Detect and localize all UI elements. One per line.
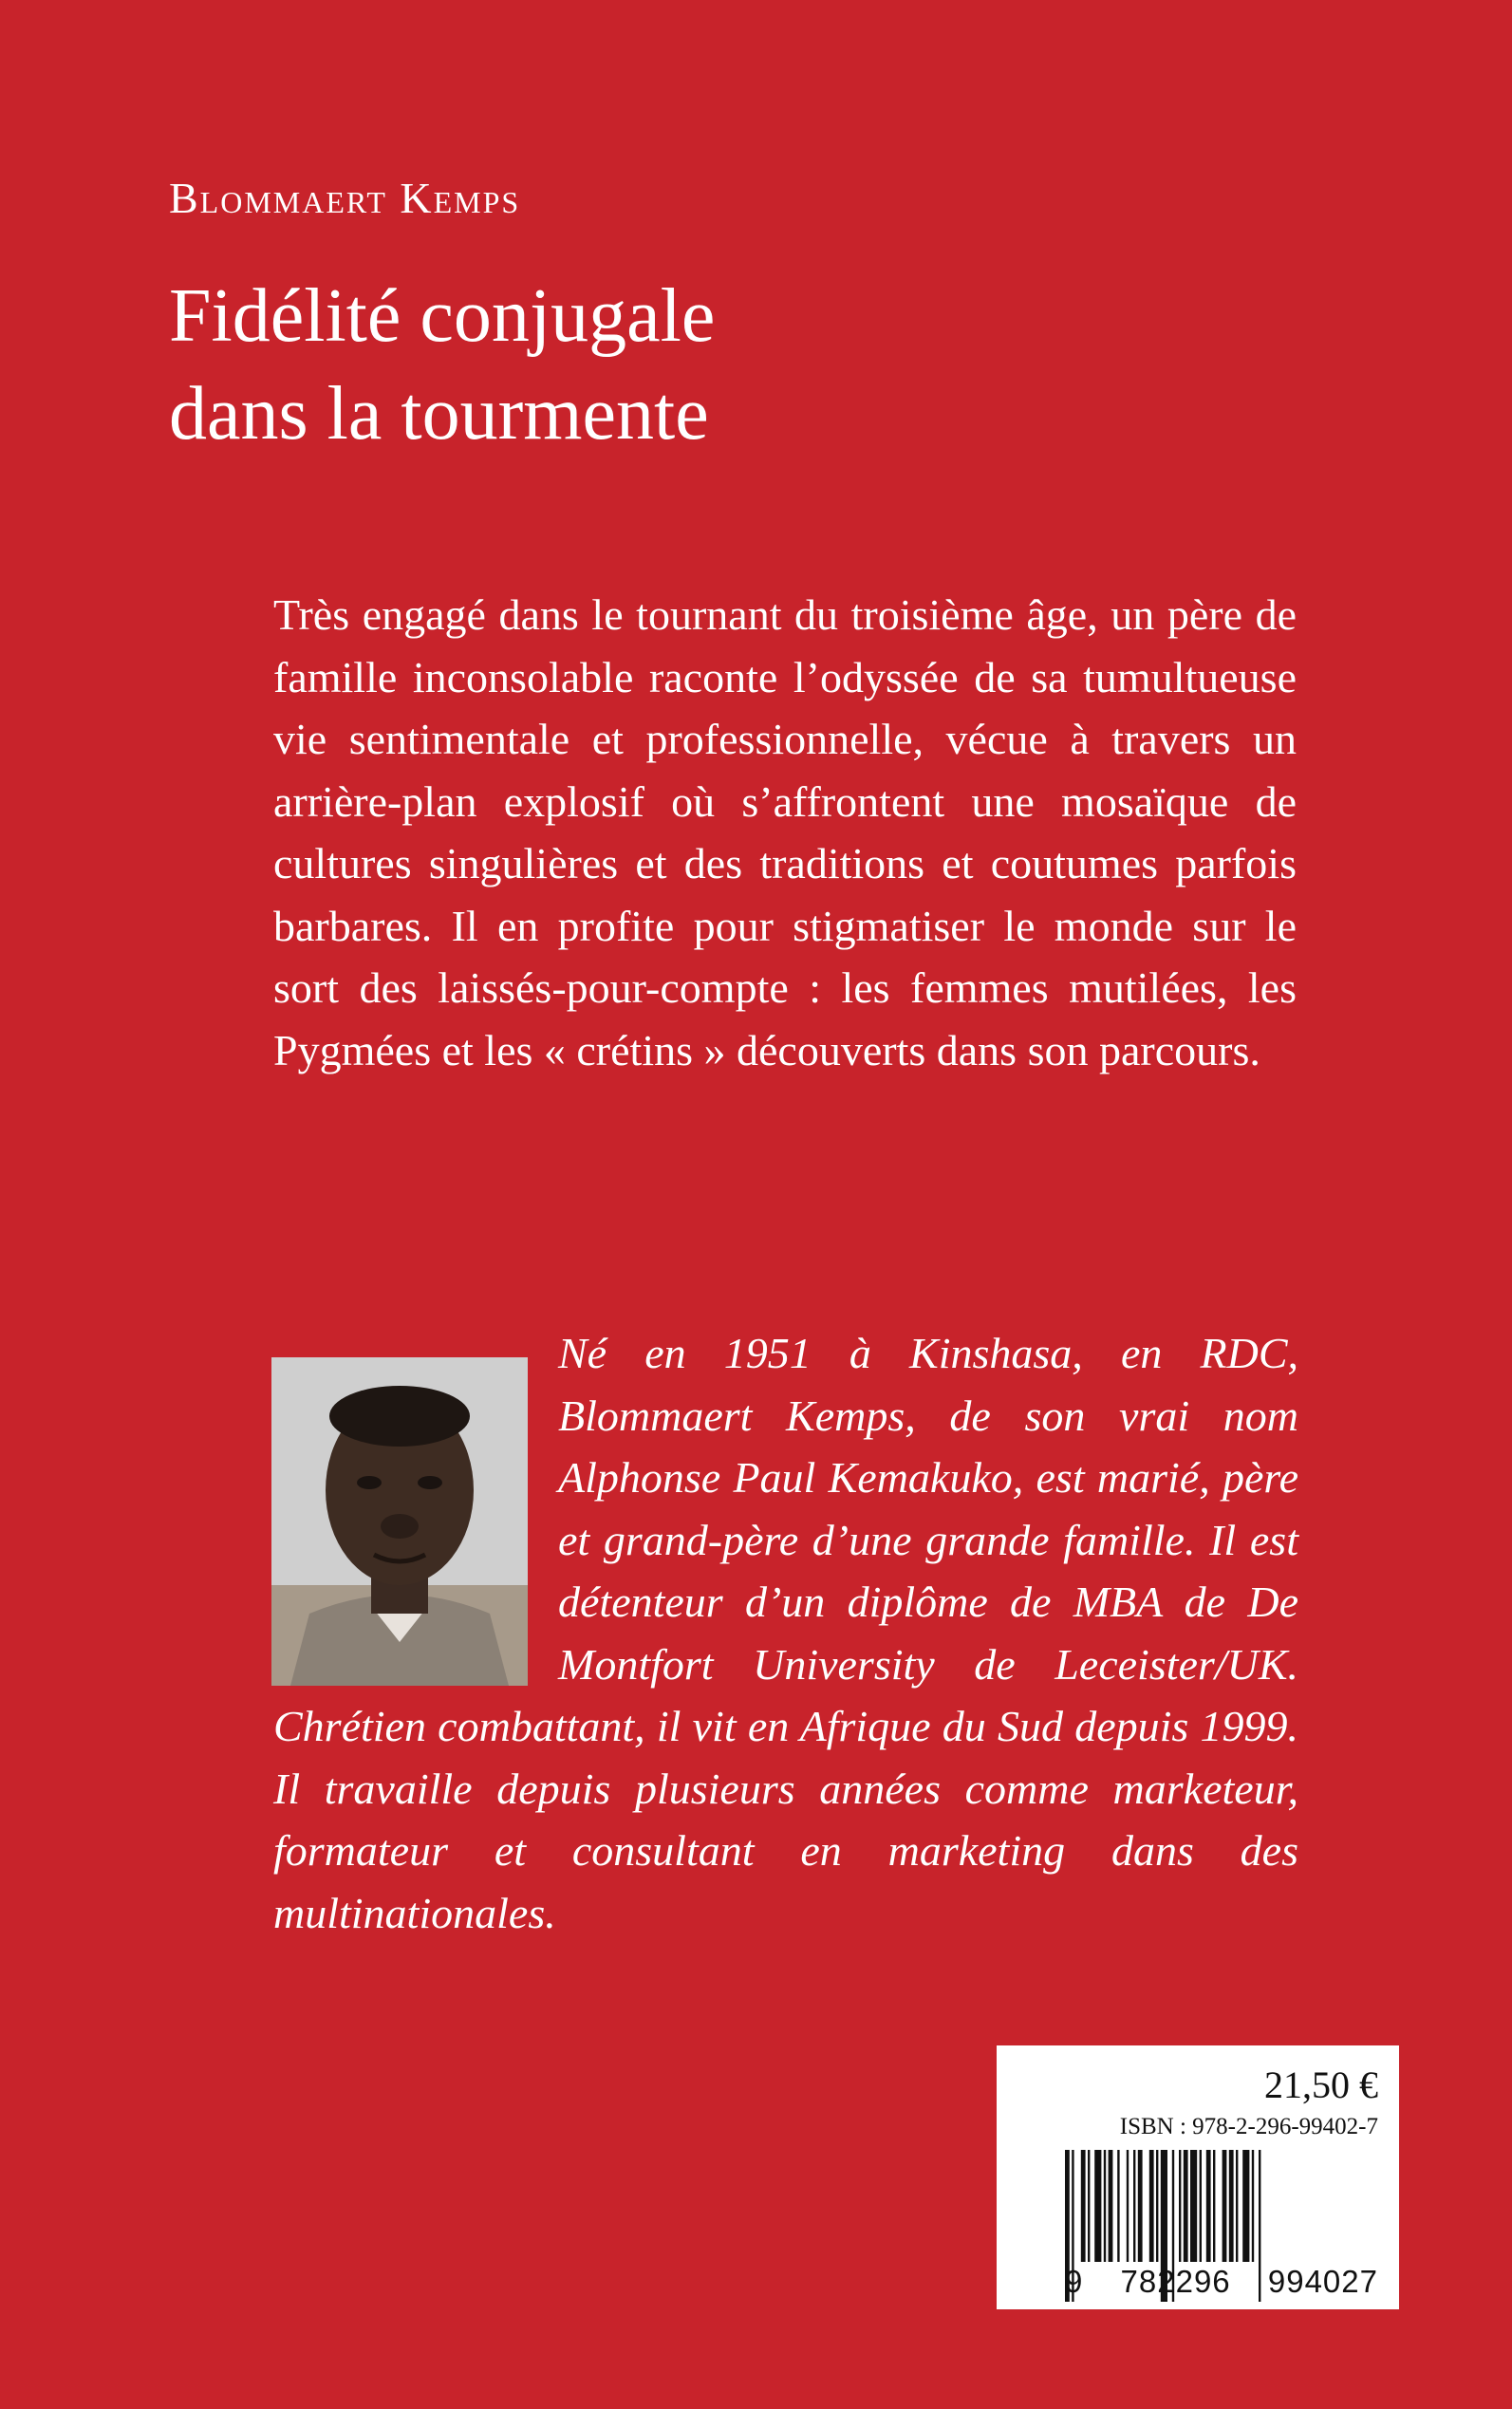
book-title bbox=[169, 268, 715, 463]
author-portrait-image bbox=[271, 1357, 528, 1686]
barcode-bar bbox=[1156, 2150, 1158, 2262]
barcode-bar bbox=[1109, 2150, 1113, 2262]
barcode-bar bbox=[1088, 2150, 1090, 2262]
barcode-bar bbox=[1200, 2150, 1202, 2262]
barcode-bar bbox=[1252, 2150, 1254, 2262]
barcode-digits-right: 994027 bbox=[1267, 2264, 1378, 2299]
barcode-bar bbox=[1223, 2150, 1227, 2262]
barcode-bar bbox=[1242, 2150, 1249, 2262]
barcode-bar bbox=[1094, 2150, 1101, 2262]
barcode-bar bbox=[1127, 2150, 1129, 2262]
barcode-bar bbox=[1104, 2150, 1106, 2262]
title-line-2: dans la tourmente bbox=[169, 372, 709, 456]
barcode-bar bbox=[1133, 2150, 1135, 2262]
barcode-digit-first: 9 bbox=[1065, 2264, 1084, 2299]
barcode-bar bbox=[1184, 2150, 1188, 2262]
barcode-label bbox=[997, 2045, 1399, 2309]
author-name: Blommaert Kemps bbox=[169, 174, 521, 222]
barcode-bar bbox=[1206, 2150, 1211, 2262]
barcode-bar bbox=[1190, 2150, 1197, 2262]
title-line-1: Fidélité conjugale bbox=[169, 274, 716, 358]
barcode-bar bbox=[1138, 2150, 1143, 2262]
author-bio: Né en 1951 à Kinshasa, en RDC, Blommaert Kemps, de son vrai nom Alphonse Paul Kemakuko, est marié, père et grand-père d’une grande famille. Il est détenteur d’un diplôme de MBA de De Montfort University de Leceister/UK. Chrétien combattant, il vit en Afrique du Sud depuis 1999. Il travaille depuis plusieurs années comme marketeur, formateur et consultant en marketing dans des multinationales. bbox=[273, 1329, 1298, 1937]
author-photo bbox=[271, 1357, 528, 1686]
price: 21,50 € bbox=[1264, 2064, 1378, 2106]
barcode-bar bbox=[1213, 2150, 1215, 2262]
barcode-bar bbox=[1081, 2150, 1086, 2262]
barcode-digits bbox=[1065, 2264, 1378, 2300]
book-summary: Très engagé dans le tournant du troisième âge, un père de famille inconsolable raconte l’odyssée de sa tumultueuse vie sentimentale et professionnelle, vécue à travers un arrière-plan explosif où s’affrontent une mosaïque de cultures singulières et des traditions et coutumes parfois barbares. Il en profite pour stigmatiser le monde sur le sort des laissés-pour-compte : les femmes mutilées, les Pygmées et les « crétins » découverts dans son parcours. bbox=[273, 590, 1297, 1074]
barcode-digits-left: 782296 bbox=[1120, 2264, 1231, 2299]
barcode-bar bbox=[1117, 2150, 1119, 2262]
barcode-bar bbox=[1179, 2150, 1181, 2262]
barcode-bar bbox=[1236, 2150, 1238, 2262]
barcode-bar bbox=[1149, 2150, 1154, 2262]
barcode-bar bbox=[1229, 2150, 1234, 2262]
isbn: ISBN : 978-2-296-99402-7 bbox=[1119, 2114, 1378, 2139]
